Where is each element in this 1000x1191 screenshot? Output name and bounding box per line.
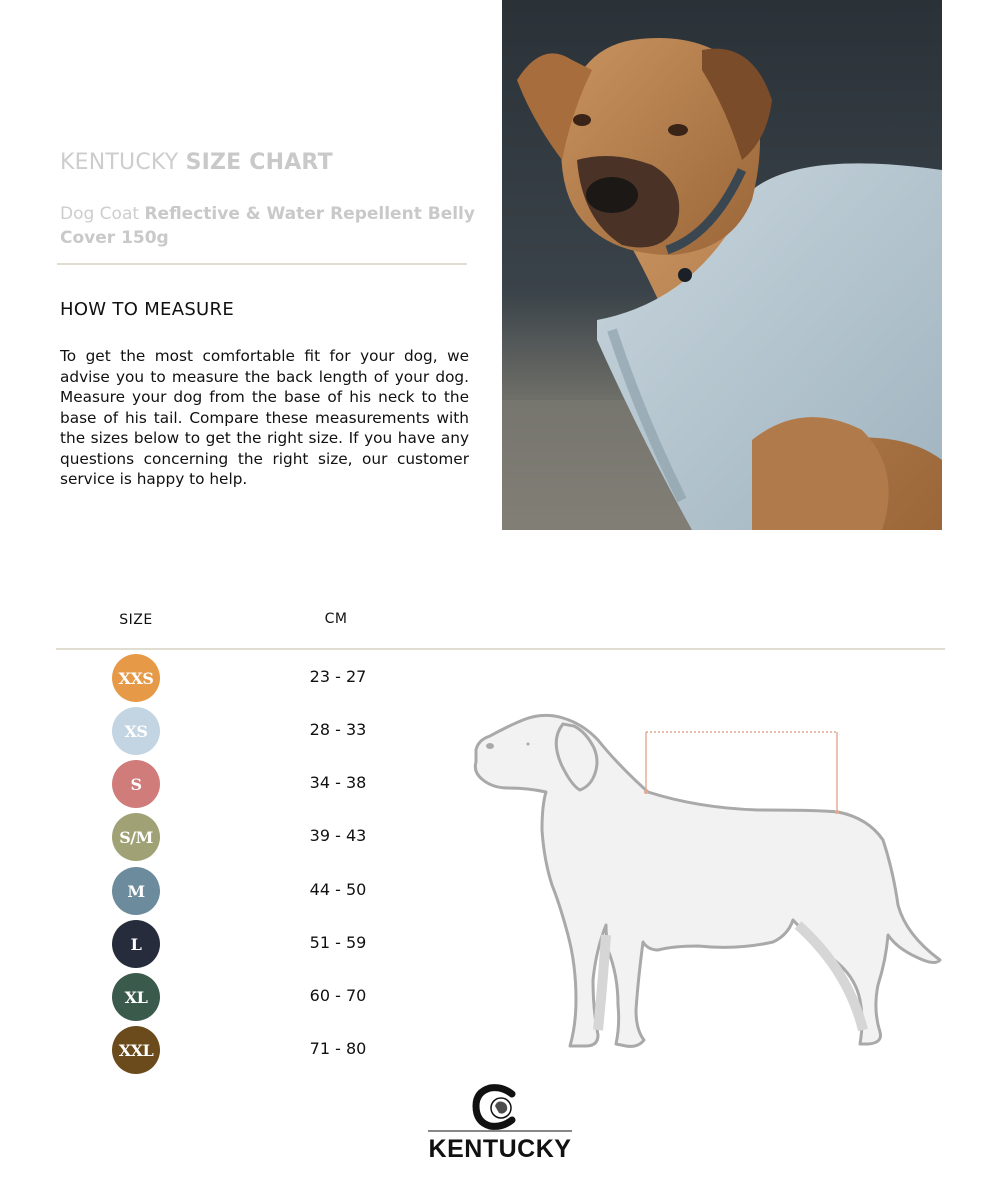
size-range-cm: 60 - 70	[309, 986, 367, 1005]
size-range-cm: 28 - 33	[309, 720, 367, 739]
cm-column-header: CM	[324, 611, 348, 627]
table-row	[0, 707, 420, 755]
dog-measure-illustration	[468, 710, 948, 1055]
size-badge: S/M	[112, 813, 160, 861]
size-badge: XXS	[112, 654, 160, 702]
size-badge: XL	[112, 973, 160, 1021]
size-badge: L	[112, 920, 160, 968]
header-divider	[57, 263, 467, 265]
product-subtitle	[60, 202, 480, 250]
table-row	[0, 813, 420, 861]
how-to-measure-heading: HOW TO MEASURE	[60, 299, 235, 320]
title-brand: KENTUCKY	[60, 150, 179, 175]
size-badge: M	[112, 867, 160, 915]
table-row	[0, 760, 420, 808]
subtitle-bold: Reflective & Water Repellent Belly Cover 150g	[60, 204, 475, 248]
size-range-cm: 51 - 59	[309, 933, 367, 952]
table-row	[0, 654, 420, 702]
table-row	[0, 973, 420, 1021]
table-row	[0, 920, 420, 968]
logo-wordmark: KENTUCKY	[428, 1135, 572, 1162]
dog-photo	[502, 0, 942, 530]
subtitle-light: Dog Coat	[60, 204, 140, 224]
table-row	[0, 867, 420, 915]
size-range-cm: 34 - 38	[309, 773, 367, 792]
how-to-measure-text: To get the most comfortable fit for your dog, we advise you to measure the back length of your dog. Measure your dog from the base of his neck to the base of his tail. Compare these measurements with the sizes below to get the right size. If you have any questions concerning the right size, our customer service is happy to help.	[60, 347, 469, 488]
kentucky-logo	[424, 1084, 576, 1162]
size-column-header: SIZE	[119, 612, 153, 628]
title-bold: SIZE CHART	[185, 150, 333, 175]
table-divider	[56, 648, 945, 650]
size-range-cm: 71 - 80	[309, 1039, 367, 1058]
size-badge: XXL	[112, 1026, 160, 1074]
size-badge: S	[112, 760, 160, 808]
table-row	[0, 1026, 420, 1074]
size-range-cm: 23 - 27	[309, 667, 367, 686]
size-range-cm: 39 - 43	[309, 826, 367, 845]
size-range-cm: 44 - 50	[309, 880, 367, 899]
page-title	[60, 150, 333, 175]
size-badge: XS	[112, 707, 160, 755]
